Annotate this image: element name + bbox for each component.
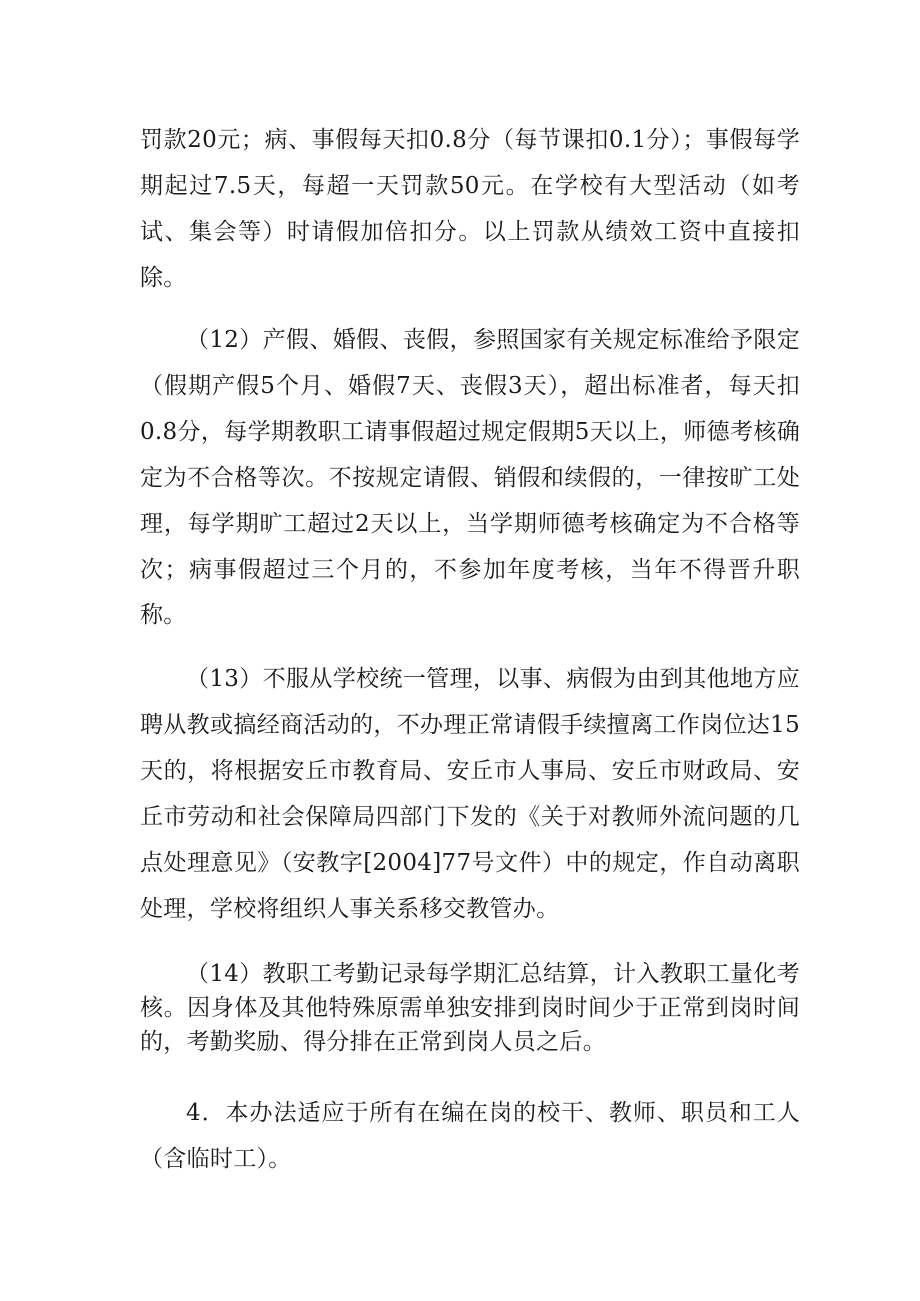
paragraph-penalty-continuation: 罚款20元；病、事假每天扣0.8分（每节课扣0.1分）；事假每学期起过7.5天，每超一天罚款50元。在学校有大型活动（如考试、集会等）时请假加倍扣分。以上罚款从绩效工资中直接扣除。 — [140, 127, 800, 291]
paragraph-item-14-attendance-record: （14）教职工考勤记录每学期汇总结算，计入教职工量化考核。因身体及其他特殊原需单独安排到岗时间少于正常到岗时间的，考勤奖励、得分排在正常到岗人员之后。 — [140, 961, 800, 1055]
paragraph-item-13-unauthorized-absence: （13）不服从学校统一管理，以事、病假为由到其他地方应聘从教或搞经商活动的，不办理正常请假手续擅离工作岗位达15天的，将根据安丘市教育局、安丘市人事局、安丘市财政局、安丘市劳动和社会保障局四部门下发的《关于对教师外流问题的几点处理意见》（安教字[2004]77号文件）中的规定，作自动离职处理，学校将组织人事关系移交教管办。 — [140, 666, 800, 922]
paragraph-item-12-leave: （12）产假、婚假、丧假，参照国家有关规定标准给予限定（假期产假5个月、婚假7天、丧假3天），超出标准者，每天扣0.8分，每学期教职工请事假超过规定假期5天以上，师德考核确定为不合格等次。不按规定请假、销假和续假的，一律按旷工处理，每学期旷工超过2天以上，当学期师德考核确定为不合格等次；病事假超过三个月的，不参加年度考核，当年不得晋升职称。 — [140, 327, 800, 629]
paragraph-item-4-scope: 4．本办法适应于所有在编在岗的校干、教师、职员和工人（含临时工）。 — [140, 1100, 800, 1172]
